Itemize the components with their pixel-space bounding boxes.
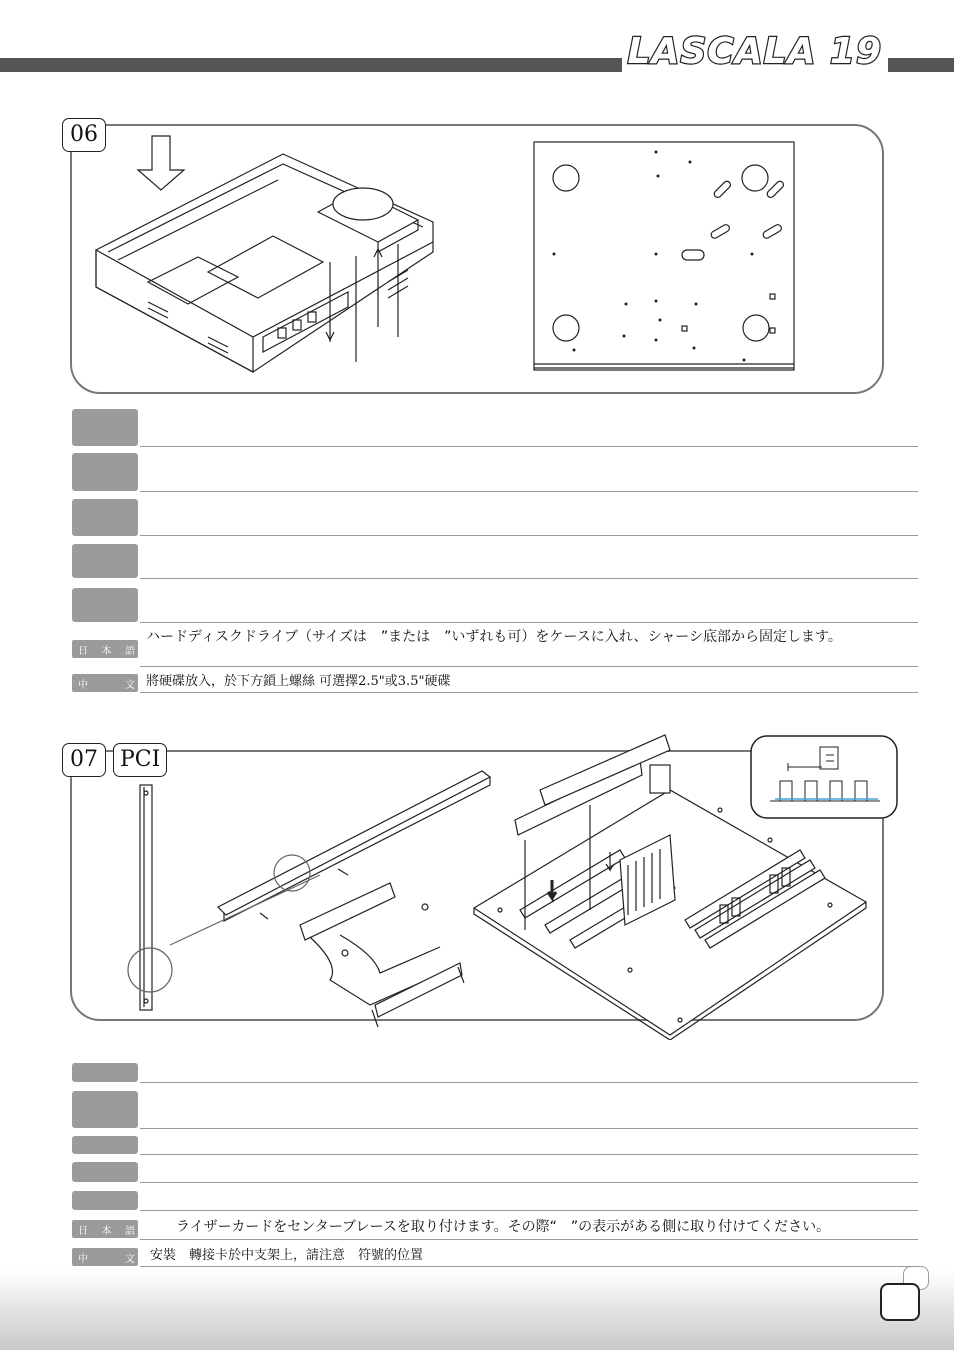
step-06-chinese-text: 將硬碟放入，於下方鎖上螺絲 可選擇2.5"或3.5"硬碟 <box>146 674 451 689</box>
step-07-japanese-text: ライザーカードをセンターブレースを取り付けます。その際“ ”の表示がある側に取り付けてください。 <box>176 1219 831 1235</box>
lang-tab-char: 文 <box>125 679 135 691</box>
row-divider <box>140 1239 918 1240</box>
lang-tab-chinese <box>72 1248 138 1266</box>
lang-tab-char: 本 <box>101 645 112 657</box>
lang-tab-empty <box>72 588 138 622</box>
center-brace-riser-illustration <box>120 765 500 1040</box>
lang-tab-char: 日 <box>78 645 88 657</box>
row-divider <box>140 446 918 447</box>
row-divider <box>140 1182 918 1183</box>
row-divider <box>140 1210 918 1211</box>
row-divider <box>140 622 918 623</box>
lang-tab-empty <box>72 409 138 446</box>
chassis-bottom-view <box>530 136 800 376</box>
lang-tab-char: 日 <box>78 1225 88 1237</box>
lang-tab-char: 本 <box>101 1225 112 1237</box>
lang-tab-empty <box>72 1091 138 1128</box>
row-divider <box>140 666 918 667</box>
lang-tab-empty <box>72 499 138 536</box>
page-number-box <box>880 1283 920 1321</box>
down-arrow-icon <box>138 136 184 190</box>
brand-logo: LASCALA 19 <box>622 30 888 74</box>
step-06-japanese-text: ハードディスクドライブ（サイズは ”または ”いずれも可）をケースに入れ、シャーシ底部から固定します。 <box>146 629 842 645</box>
lang-tab-empty <box>72 1063 138 1082</box>
lang-tab-empty <box>72 544 138 578</box>
row-divider <box>140 692 918 693</box>
page-footer <box>0 1270 954 1350</box>
step-06-number: 06 <box>62 118 106 152</box>
lang-tab-empty <box>72 1191 138 1210</box>
row-divider <box>140 491 918 492</box>
chassis-hdd-illustration <box>88 132 458 382</box>
lang-tab-char: 中 <box>78 1253 88 1265</box>
lang-tab-empty <box>72 1136 138 1154</box>
row-divider <box>140 1154 918 1155</box>
lang-tab-char: 中 <box>78 679 88 691</box>
row-divider <box>140 1266 918 1267</box>
lang-tab-empty <box>72 453 138 491</box>
step-07-number: 07 <box>62 743 106 777</box>
motherboard-pci-illustration <box>470 730 870 1040</box>
step-07-chinese-text: 安裝 轉接卡於中支架上，請注意 符號的位置 <box>150 1248 424 1263</box>
row-divider <box>140 535 918 536</box>
lang-tab-japanese <box>72 1220 138 1238</box>
lang-tab-japanese <box>72 640 138 658</box>
row-divider <box>140 578 918 579</box>
row-divider <box>140 1128 918 1129</box>
lang-tab-empty <box>72 1162 138 1182</box>
lang-tab-chinese <box>72 674 138 692</box>
step-07-title: PCI <box>113 743 167 777</box>
lang-tab-char: 語 <box>125 645 135 657</box>
lang-tab-char: 文 <box>125 1253 135 1265</box>
lang-tab-char: 語 <box>125 1225 135 1237</box>
row-divider <box>140 1082 918 1083</box>
